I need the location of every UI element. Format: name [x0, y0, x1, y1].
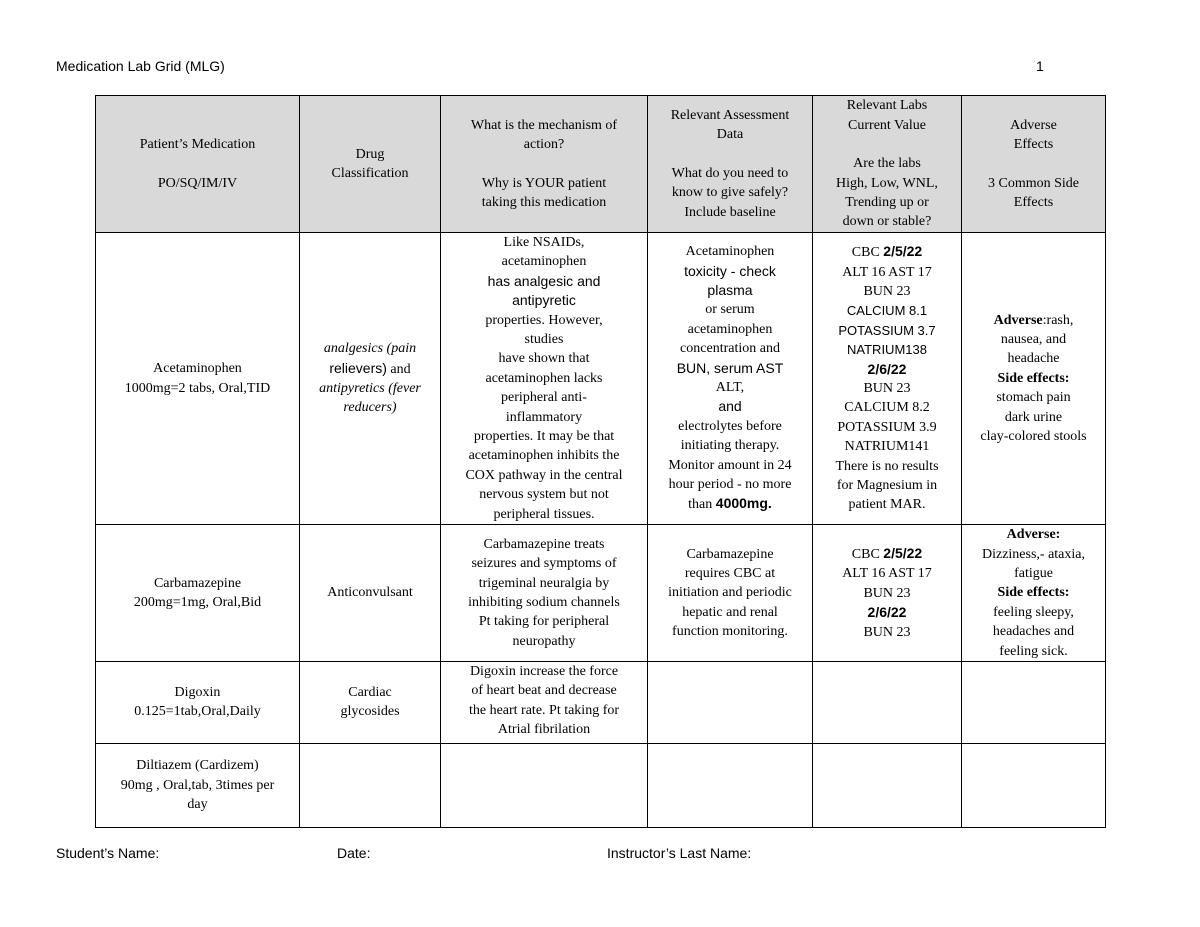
- medication-cell: Digoxin 0.125=1tab,Oral,Daily: [96, 661, 300, 743]
- header-adverse: Adverse Effects 3 Common Side Effects: [962, 96, 1106, 233]
- mechanism-cell: Carbamazepine treats seizures and symptoms of trigeminal neuralgia by inhibiting sodium channels Pt taking for peripheral neuropathy: [441, 525, 648, 662]
- date-label: Date:: [337, 845, 371, 861]
- adverse-cell: [962, 743, 1106, 827]
- instructor-name-label: Instructor’s Last Name:: [607, 845, 752, 861]
- labs-cell: [813, 661, 962, 743]
- labs-cell: [813, 743, 962, 827]
- student-name-label: Student’s Name:: [56, 845, 160, 861]
- labs-cell: CBC 2/5/22 ALT 16 AST 17 BUN 23 2/6/22 BUN 23: [813, 525, 962, 662]
- table-row: [96, 743, 1106, 827]
- assessment-cell: Acetaminophen toxicity - check plasma or serum acetaminophen concentration and BUN, serum AST ALT, and electrolytes before initiating therapy. Monitor amount in 24 hour period - no more than 4000mg.: [648, 233, 813, 525]
- document-title: Medication Lab Grid (MLG): [56, 58, 225, 74]
- classification-cell: Anticonvulsant: [300, 525, 441, 662]
- adverse-cell: Adverse: Dizziness,- ataxia, fatigue Side effects: feeling sleepy, headaches and feeling sick.: [962, 525, 1106, 662]
- table-row: [96, 661, 1106, 743]
- header-classification: Drug Classification: [300, 96, 441, 233]
- header-labs: Relevant Labs Current Value Are the labs High, Low, WNL, Trending up or down or stable?: [813, 96, 962, 233]
- labs-cell: CBC 2/5/22 ALT 16 AST 17 BUN 23 CALCIUM 8.1 POTASSIUM 3.7 NATRIUM138 2/6/22 BUN 23 CALCIUM 8.2 POTASSIUM 3.9 NATRIUM141 There is no results for Magnesium in patient MAR.: [813, 233, 962, 525]
- page-number: 1: [1036, 58, 1044, 74]
- header-row: [96, 96, 1106, 233]
- classification-cell: analgesics (pain relievers) and antipyretics (fever reducers): [300, 233, 441, 525]
- assessment-cell: [648, 661, 813, 743]
- table-row: [96, 233, 1106, 525]
- header-medication: Patient’s Medication PO/SQ/IM/IV: [96, 96, 300, 233]
- classification-cell: Cardiac glycosides: [300, 661, 441, 743]
- header-mechanism: What is the mechanism of action? Why is YOUR patient taking this medication: [441, 96, 648, 233]
- table-row: [96, 525, 1106, 662]
- medication-cell: Carbamazepine 200mg=1mg, Oral,Bid: [96, 525, 300, 662]
- medication-cell: Acetaminophen 1000mg=2 tabs, Oral,TID: [96, 233, 300, 525]
- mechanism-cell: Digoxin increase the force of heart beat and decrease the heart rate. Pt taking for Atrial fibrilation: [441, 661, 648, 743]
- assessment-cell: [648, 743, 813, 827]
- mechanism-cell: [441, 743, 648, 827]
- classification-cell: [300, 743, 441, 827]
- adverse-cell: Adverse:rash, nausea, and headache Side effects: stomach pain dark urine clay-colored stools: [962, 233, 1106, 525]
- medication-lab-grid: [95, 95, 1106, 828]
- adverse-cell: [962, 661, 1106, 743]
- header-assessment: Relevant Assessment Data What do you need to know to give safely? Include baseline: [648, 96, 813, 233]
- assessment-cell: Carbamazepine requires CBC at initiation and periodic hepatic and renal function monitoring.: [648, 525, 813, 662]
- mechanism-cell: Like NSAIDs, acetaminophen has analgesic and antipyretic properties. However, studies have shown that acetaminophen lacks peripheral anti- inflammatory properties. It may be that acetaminophen inhibits the COX pathway in the central nervous system but not peripheral tissues.: [441, 233, 648, 525]
- medication-cell: Diltiazem (Cardizem) 90mg , Oral,tab, 3times per day: [96, 743, 300, 827]
